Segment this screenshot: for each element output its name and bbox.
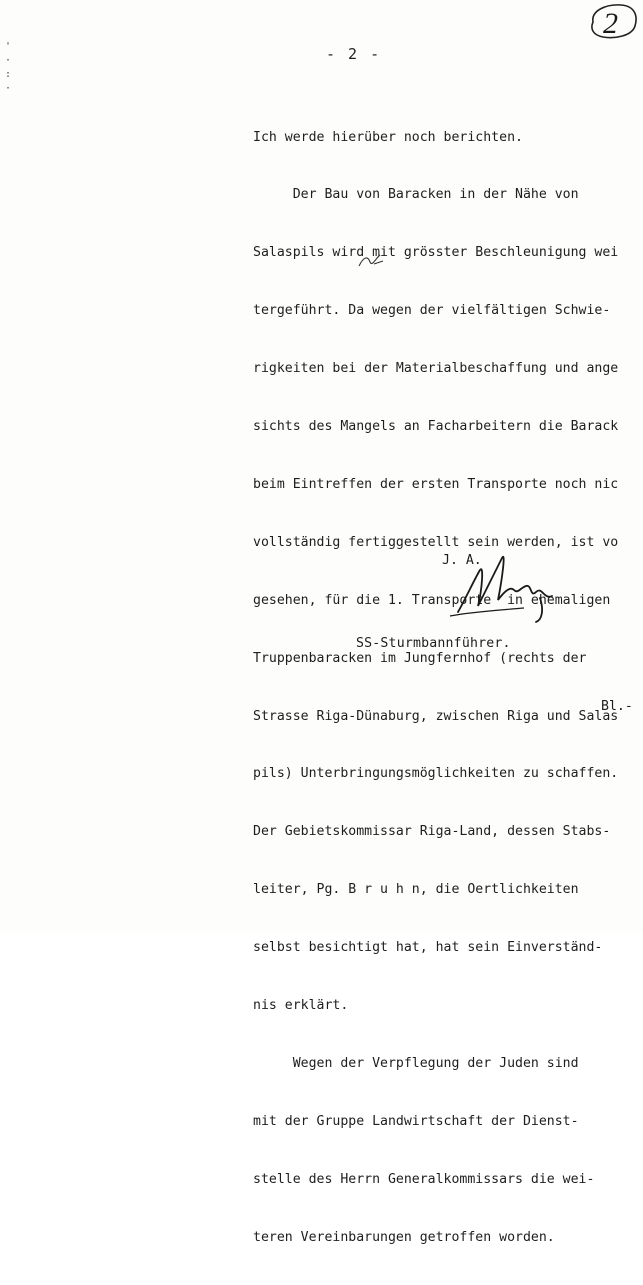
text-line: tergeführt. Da wegen der vielfältigen Schwie- (253, 303, 611, 319)
handwritten-correction (356, 252, 386, 270)
text-line: mit der Gruppe Landwirtschaft der Dienst- (253, 1113, 579, 1129)
punch-hole-marks: ' · : · (5, 41, 12, 94)
text-line: stelle des Herrn Generalkommissars die wei- (253, 1171, 595, 1187)
signatory-rank: SS-Sturmbannführer. (356, 636, 511, 651)
text-line: vollständig fertiggestellt sein werden, ist vo (253, 534, 619, 550)
handwritten-signature (440, 540, 570, 625)
text-line: selbst besichtigt hat, hat sein Einverständ- (253, 940, 603, 956)
text-line: sichts des Mangels an Facharbeitern die Barack (253, 419, 619, 435)
continuation-marker: Bl.- (601, 699, 633, 714)
text-line: pils) Unterbringungsmöglichkeiten zu schaffen. (253, 766, 619, 782)
text-line: beim Eintreffen der ersten Transporte noch nic (253, 476, 619, 492)
text-line: leiter, Pg. B r u h n, die Oertlichkeiten (253, 882, 579, 898)
text-line: Salaspils wird mit grösster Beschleunigung wei (253, 245, 619, 261)
text-line: Wegen der Verpflegung der Juden sind (253, 1055, 579, 1071)
text-line: teren Vereinbarungen getroffen worden. (253, 1229, 555, 1245)
text-line: Der Gebietskommissar Riga-Land, dessen Stabs- (253, 824, 611, 840)
text-line: Der Bau von Baracken in der Nähe von (253, 187, 579, 203)
letter-body (253, 89, 641, 1285)
text-line: Strasse Riga-Dünaburg, zwischen Riga und Salas (253, 708, 619, 724)
signoff-ja: J. A. (442, 553, 482, 568)
text-line: nis erklärt. (253, 997, 349, 1013)
text-line: gesehen, für die 1. Transporte in ehemaligen (253, 592, 611, 608)
folio-number-circled (587, 2, 639, 40)
folio-text: 2 (603, 7, 618, 40)
text-line: Truppenbaracken im Jungfernhof (rechts der (253, 650, 587, 666)
text-line: Ich werde hierüber noch berichten. (253, 129, 523, 145)
text-line: rigkeiten bei der Materialbeschaffung und ange (253, 361, 619, 377)
page-number: - 2 - (326, 45, 382, 63)
